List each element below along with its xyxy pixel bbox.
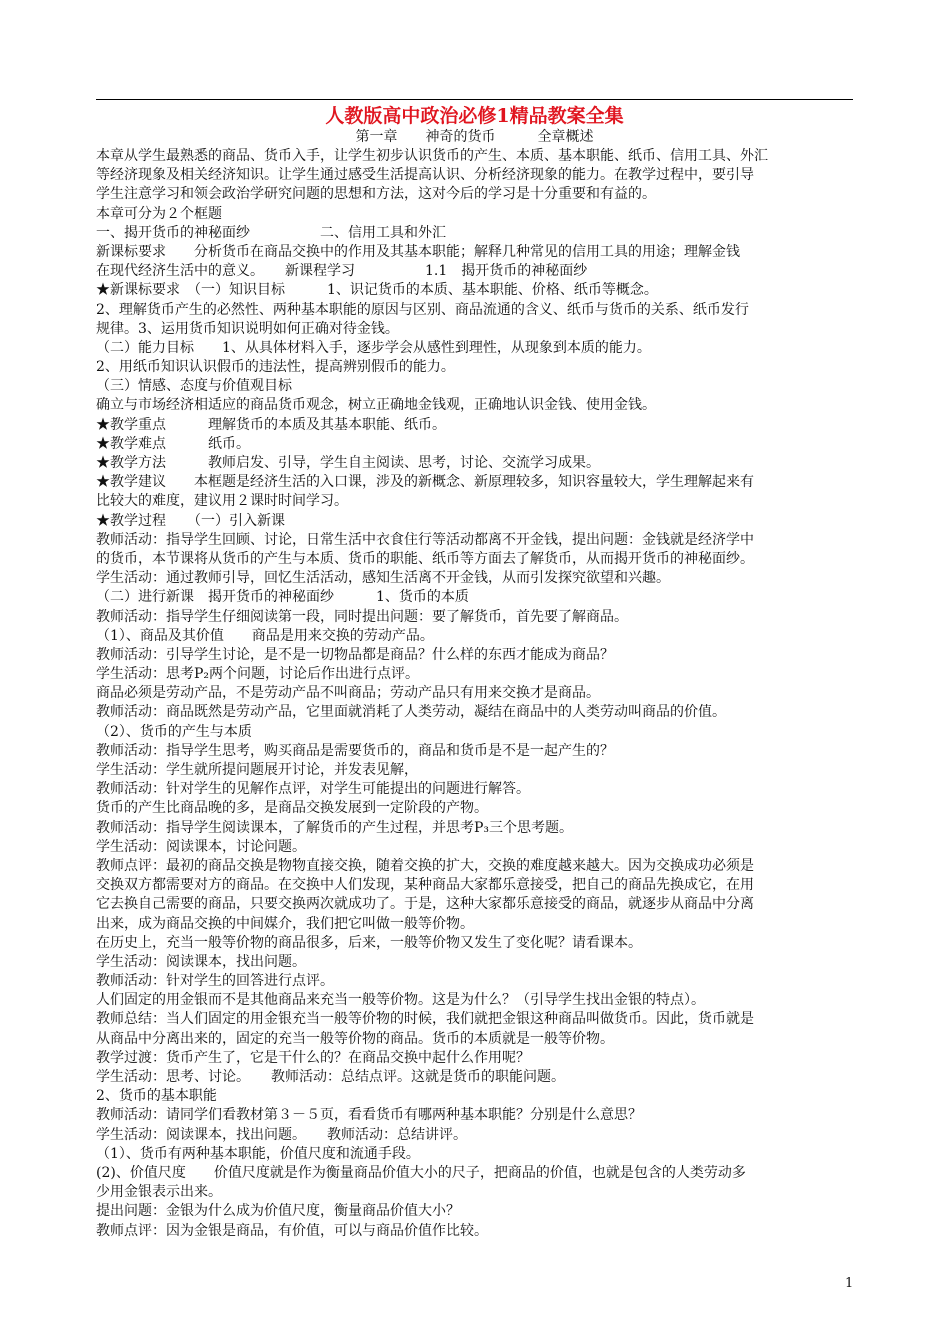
text-line: 比较大的难度，建议用２课时时间学习。 — [96, 493, 348, 510]
text-line: 的货币，本节课将从货币的产生与本质、货币的职能、纸币等方面去了解货币，从而揭开货币的神秘面纱。 — [96, 550, 754, 567]
text-line: 教师活动：指导学生思考，购买商品是需要货币的，商品和货币是不是一起产生的？ — [96, 742, 614, 759]
text-line: (2)、价值尺度 价值尺度就是作为衡量商品价值大小的尺子，把商品的价值，也就是包含的人类劳动多 — [96, 1164, 746, 1181]
header-rule — [96, 99, 853, 100]
text-line: 新课标要求 分析货币在商品交换中的作用及其基本职能；解释几种常见的信用工具的用途；理解金钱 — [96, 243, 740, 260]
text-line: 它去换自己需要的商品，只要交换两次就成功了。于是，这种大家都乐意接受的商品，就逐步从商品中分离 — [96, 896, 754, 913]
text-line: 教师活动：指导学生仔细阅读第一段，同时提出问题：要了解货币，首先要了解商品。 — [96, 608, 628, 625]
text-line: 教师活动：针对学生的见解作点评，对学生可能提出的问题进行解答。 — [96, 781, 530, 798]
text-line: 在现代经济生活中的意义。 新课程学习 1.1 揭开货币的神秘面纱 — [96, 263, 588, 280]
text-line: 学生活动：学生就所提问题展开讨论，并发表见解， — [96, 762, 418, 778]
text-line: ★教学过程 （一）引入新课 — [96, 512, 285, 529]
text-line: 教师活动：请同学们看教材第３－５页，看看货币有哪两种基本职能？分别是什么意思？ — [96, 1107, 642, 1124]
text-line: 等经济现象及相关经济知识。让学生通过感受生活提高认识、分析经济现象的能力。在教学过程中，要引导 — [96, 167, 754, 184]
text-line: 教师点评：最初的商品交换是物物直接交换，随着交换的扩大，交换的难度越来越大。因为交换成功必须是 — [96, 857, 754, 874]
text-line: 学生活动：阅读课本，讨论问题。 — [96, 838, 306, 855]
text-line: （三）情感、态度与价值观目标 — [96, 378, 292, 395]
text-line: 2、理解货币产生的必然性、两种基本职能的原因与区别、商品流通的含义、纸币与货币的关系、纸币发行 — [96, 301, 749, 318]
text-line: 交换双方都需要对方的商品。在交换中人们发现，某种商品大家都乐意接受，把自己的商品先换成它，在用 — [96, 877, 754, 894]
text-line: 学生活动：思考、讨论。 教师活动：总结点评。这就是货币的职能问题。 — [96, 1069, 565, 1085]
text-line: 提出问题：金银为什么成为价值尺度，衡量商品价值大小？ — [96, 1203, 460, 1220]
text-line: 一、揭开货币的神秘面纱 二、信用工具和外汇 — [96, 224, 446, 241]
text-line: ★新课标要求 （一）知识目标 1、识记货币的本质、基本职能、价格、纸币等概念。 — [96, 282, 658, 299]
text-line: ★教学重点 理解货币的本质及其基本职能、纸币。 — [96, 416, 446, 433]
text-line: 学生活动：阅读课本，找出问题。 — [96, 953, 306, 970]
text-line: 教师活动：商品既然是劳动产品，它里面就消耗了人类劳动，凝结在商品中的人类劳动叫商品的价值。 — [96, 704, 726, 721]
text-line: （1）、货币有两种基本职能，价值尺度和流通手段。 — [96, 1145, 420, 1162]
text-line: 本章从学生最熟悉的商品、货币入手，让学生初步认识货币的产生、本质、基本职能、纸币、信用工具、外汇 — [96, 148, 768, 164]
text-line: （二）能力目标 1、从具体材料入手，逐步学会从感性到理性，从现象到本质的能力。 — [96, 339, 651, 356]
text-line: 从商品中分离出来的，固定的充当一般等价物的商品。货币的本质就是一般等价物。 — [96, 1030, 614, 1047]
text-line: 货币的产生比商品晚的多，是商品交换发展到一定阶段的产物。 — [96, 800, 488, 817]
text-line: ★教学建议 本框题是经济生活的入口课，涉及的新概念、新原理较多，知识容量较大，学生理解起来有 — [96, 474, 754, 491]
text-line: 商品必须是劳动产品，不是劳动产品不叫商品；劳动产品只有用来交换才是商品。 — [96, 685, 600, 702]
text-line: ★教学方法 教师启发、引导，学生自主阅读、思考，讨论、交流学习成果。 — [96, 455, 600, 471]
text-line: 教学过渡：货币产生了，它是干什么的？在商品交换中起什么作用呢？ — [96, 1049, 530, 1066]
text-line: （二）进行新课 揭开货币的神秘面纱 1、货币的本质 — [96, 589, 469, 606]
text-line: 确立与市场经济相适应的商品货币观念，树立正确地金钱观，正确地认识金钱、使用金钱。 — [96, 397, 656, 414]
text-line: 教师活动：引导学生讨论，是不是一切物品都是商品？什么样的东西才能成为商品？ — [96, 646, 614, 663]
text-line: 少用金银表示出来。 — [96, 1184, 222, 1201]
text-line: 学生活动：阅读课本，找出问题。 教师活动：总结讲评。 — [96, 1126, 467, 1143]
text-line: 教师活动：指导学生回顾、讨论，日常生活中衣食住行等活动都离不开金钱，提出问题：金钱就是经济学中 — [96, 531, 754, 548]
text-line: 教师点评：因为金银是商品，有价值，可以与商品价值作比较。 — [96, 1222, 488, 1239]
text-line: ★教学难点 纸币。 — [96, 435, 250, 452]
document-body — [96, 147, 853, 1241]
text-line: 学生活动：思考P₂两个问题，讨论后作出进行点评。 — [96, 666, 420, 683]
document-title: 人教版高中政治必修1精品教案全集 — [325, 105, 624, 127]
text-line: 教师总结：当人们固定的用金银充当一般等价物的时候，我们就把金银这种商品叫做货币。因此，货币就是 — [96, 1011, 754, 1028]
text-line: 教师活动：指导学生阅读课本，了解货币的产生过程，并思考P₃三个思考题。 — [96, 819, 574, 836]
text-line: 人们固定的用金银而不是其他商品来充当一般等价物。这是为什么？（引导学生找出金银的特点）。 — [96, 992, 705, 1009]
text-line: 学生注意学习和领会政治学研究问题的思想和方法，这对今后的学习是十分重要和有益的。 — [96, 186, 656, 203]
chapter-subtitle: 第一章 神奇的货币 全章概述 — [355, 129, 594, 145]
page-number: 1 — [845, 1276, 854, 1291]
text-line: 在历史上，充当一般等价物的商品很多，后来，一般等价物又发生了变化呢？请看课本。 — [96, 934, 642, 951]
text-line: 学生活动：通过教师引导，回忆生活活动，感知生活离不开金钱，从而引发探究欲望和兴趣。 — [96, 570, 670, 587]
text-line: 规律。3、运用货币知识说明如何正确对待金钱。 — [96, 320, 399, 337]
text-line: 2、用纸币知识认识假币的违法性，提高辨别假币的能力。 — [96, 359, 455, 376]
text-line: （2）、货币的产生与本质 — [96, 723, 252, 740]
text-line: 本章可分为２个框题 — [96, 205, 222, 222]
text-line: 2、货币的基本职能 — [96, 1088, 217, 1105]
text-line: 出来，成为商品交换的中间媒介，我们把它叫做一般等价物。 — [96, 915, 474, 932]
text-line: （1）、商品及其价值 商品是用来交换的劳动产品。 — [96, 627, 434, 644]
text-line: 教师活动：针对学生的回答进行点评。 — [96, 973, 334, 990]
